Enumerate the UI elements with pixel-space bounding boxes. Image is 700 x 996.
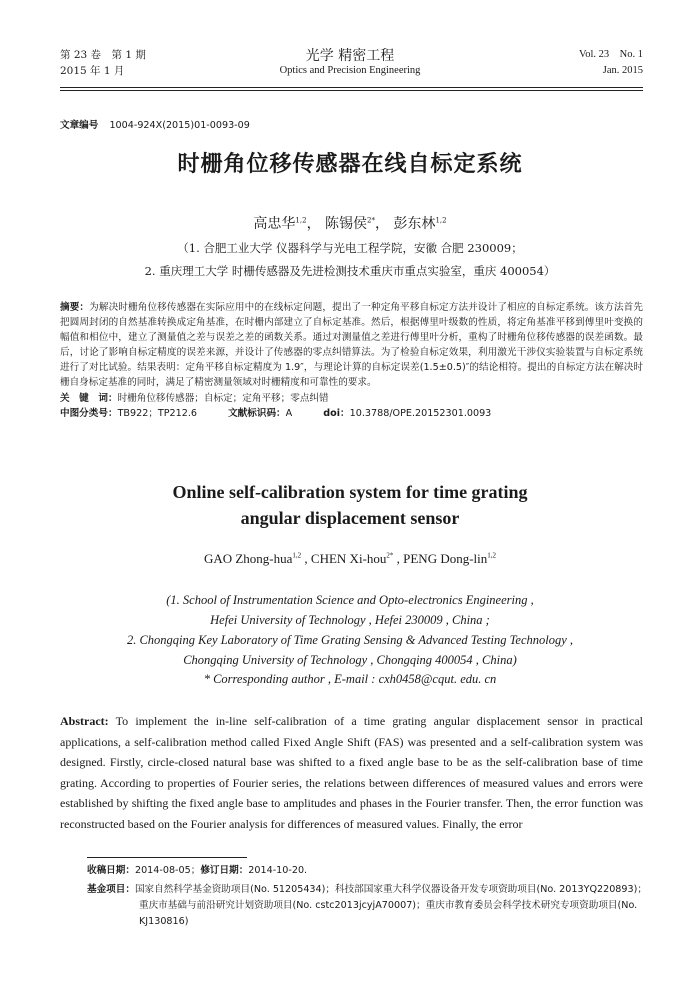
page-title-en-line1: Online self-calibration system for time grating — [172, 482, 528, 502]
author-en: CHEN Xi-hou$^{2*}$ , — [310, 551, 404, 566]
header-journal-cn: 光学 精密工程 — [305, 48, 395, 64]
authors-cn — [0, 213, 700, 233]
affiliation-cn-2: 2. 重庆理工大学 时栅传感器及先进检测技术重庆市重点实验室，重庆 400054） — [144, 264, 556, 278]
abstract-cn-text: 为解决时栅角位移传感器在实际应用中的在线标定问题，提出了一种定角平移自标定方法并设计了相应的自标定系统。该方法首先把圆周封闭的自然基准转换成定角基准，在时栅内部建立了自标定基准。然后，根据傅里叶级数的性质，将定角基准平移到傅里叶变换的幅值和相位中，建立了测量值之差与误差之差的函数关系。通过对测量值之差进行傅里叶分析，重构了时栅角位移传感器的误差函数。最后，讨论了影响自标定精度的误差来源，并设计了传感器的零点纠错算法。为了检验自标定效果，利用激光干涉仪实验装置与自标定系统进行了对比试验。结果表明：定角平移自标定精度为 1.9″，与理论计算的自标定误差(1.5±0.5)″的结论相符。提出的自标定方法在解决时栅自身标定基准的同时，满足了精密测量领域对时栅精度和可靠性的要求。 — [60, 302, 643, 388]
header-rule-top — [60, 87, 643, 88]
header-volume: 第 23 卷 第 1 期 — [60, 49, 146, 61]
header-rule-bottom — [60, 90, 643, 91]
abstract-cn — [60, 300, 643, 421]
affiliation-en-3: 2. Chongqing Key Laboratory of Time Grating Sensing & Advanced Testing Technology , — [126, 633, 574, 647]
author-cn: 陈锡侯$^{2*}$， — [325, 216, 389, 232]
abstract-en — [60, 711, 643, 835]
author-cn: 彭东林$^{1,2}$ — [393, 216, 447, 232]
affiliation-en-2: Hefei University of Technology , Hefei 230009 , China ; — [210, 613, 490, 627]
authors-en — [0, 551, 700, 567]
footnote-rule — [87, 857, 247, 858]
footnote-dates: 收稿日期：2014-08-05；修订日期：2014-10-20. — [87, 865, 308, 876]
keywords-cn: 关 键 词：时栅角位移传感器；自标定；定角平移；零点纠错 — [60, 393, 329, 404]
affiliation-en-1: (1. School of Instrumentation Science and Opto-electronics Engineering , — [166, 593, 534, 607]
header-date-en: Jan. 2015 — [602, 65, 643, 76]
classification-line: 中图分类号：TB922；TP212.6 文献标识码：A doi：10.3788/OPE.20152301.0093 — [60, 408, 492, 419]
abstract-cn-label: 摘要： — [60, 302, 90, 313]
affiliation-cn-1: （1. 合肥工业大学 仪器科学与光电工程学院，安徽 合肥 230009； — [177, 241, 523, 255]
article-number — [60, 117, 250, 131]
page-title-cn: 时栅角位移传感器在线自标定系统 — [177, 152, 523, 177]
author-cn: 高忠华$^{1,2}$， — [253, 216, 321, 232]
author-en: GAO Zhong-hua$^{1,2}$ , — [203, 551, 311, 566]
header-year-month: 2015 年 1 月 — [60, 65, 125, 77]
page-title-en-line2: angular displacement sensor — [240, 508, 460, 528]
header-vol-en: Vol. 23 No. 1 — [579, 49, 643, 60]
abstract-en-text: To implement the in-line self-calibration of a time grating angular displacement sensor in practical applications, a self-calibration method called Fixed Angle Shift (FAS) was presented and a self-calibration system was designed. Firstly, circle-closed natural base was shifted to a fixed angle base to be as the self-calibration base of time grating. According to properties of Fourier series, the relations between differences of measured values and errors were established by shifting the fixed angle base to amplitudes and phases in the Fourier transfer. Then, the error function was reconstructed based on the Fourier analysis for differences of measured values. Finally, the error — [60, 714, 643, 831]
article-number-value: 1004-924X(2015)01-0093-09 — [109, 120, 250, 131]
article-number-label: 文章编号 — [60, 120, 99, 131]
header-journal-en: Optics and Precision Engineering — [279, 65, 421, 76]
affiliation-en-4: Chongqing University of Technology , Chongqing 400054 , China) — [183, 653, 517, 667]
author-en: PENG Dong-lin$^{1,2}$ — [403, 551, 497, 566]
abstract-en-label: Abstract: — [60, 714, 109, 728]
corresponding-author: * Corresponding author , E-mail : cxh0458@cqut. edu. cn — [203, 672, 497, 686]
footnote-funding: 基金项目：国家自然科学基金资助项目(No. 51205434)；科技部国家重大科学仪器设备开发专项资助项目(No. 2013YQ220893)；重庆市基础与前沿研究计划资助项目(No. cstc2013jcyjA70007)；重庆市教育委员会科学技术研究专项资助项目(No. KJ130816) — [87, 884, 647, 927]
